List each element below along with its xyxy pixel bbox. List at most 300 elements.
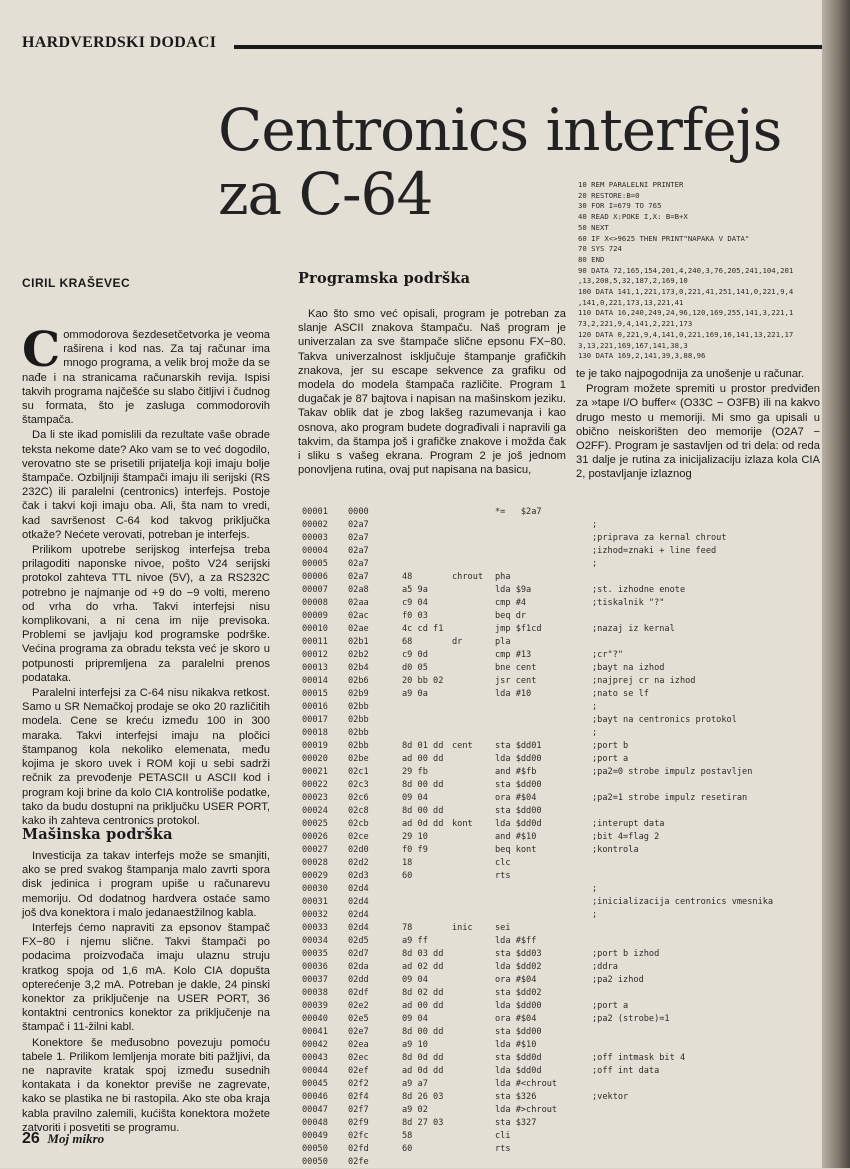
asm-opcode-bytes: ad 0d dd — [402, 819, 444, 829]
asm-address: 02ea — [348, 1040, 369, 1050]
asm-line-number: 00011 — [302, 637, 328, 647]
basic-line: 3,13,221,169,167,141,38,3 — [578, 340, 688, 350]
asm-line-number: 00045 — [302, 1079, 328, 1089]
asm-address: 02fc — [348, 1131, 369, 1141]
asm-instruction: jsr cent — [495, 676, 537, 686]
asm-opcode-bytes: 09 04 — [402, 1014, 428, 1024]
asm-address: 02dd — [348, 975, 369, 985]
asm-row — [302, 688, 822, 701]
asm-comment: ;port b izhod — [592, 949, 660, 959]
asm-address: 02a7 — [348, 572, 369, 582]
body-paragraph: Investicija za takav interfejs može se smanjiti, ako se pred svakog štampanja malo zavrti spora disk jedinica i program upiše u računarevu memoriju. Od dodatnog hardvera ostaće samo još dva konektora i malo jedanaestžilnog kabla. — [22, 850, 270, 919]
asm-opcode-bytes: 8d 0d dd — [402, 1053, 444, 1063]
asm-line-number: 00001 — [302, 507, 328, 517]
section-header — [22, 34, 822, 56]
asm-row — [302, 558, 822, 571]
asm-row — [302, 779, 822, 792]
asm-row — [302, 1026, 822, 1039]
asm-instruction: beq kont — [495, 845, 537, 855]
asm-row — [302, 727, 822, 740]
asm-line-number: 00007 — [302, 585, 328, 595]
asm-row — [302, 831, 822, 844]
basic-line: 60 IF X<>9625 THEN PRINT"NAPAKA V DATA" — [578, 233, 750, 243]
asm-line-number: 00037 — [302, 975, 328, 985]
asm-comment: ;cr"?" — [592, 650, 624, 660]
asm-instruction: lda $dd00 — [495, 754, 542, 764]
asm-row — [302, 857, 822, 870]
asm-comment: ;kontrola — [592, 845, 639, 855]
section-label: HARDVERDSKI DODACI — [22, 34, 220, 52]
basic-line: 20 RESTORE:B=0 — [578, 190, 640, 200]
asm-line-number: 00031 — [302, 897, 328, 907]
asm-instruction: ora #$04 — [495, 975, 537, 985]
asm-opcode-bytes: ad 0d dd — [402, 1066, 444, 1076]
asm-line-number: 00005 — [302, 559, 328, 569]
asm-instruction: sta $dd00 — [495, 780, 542, 790]
assembly-program-listing — [302, 506, 822, 1167]
asm-line-number: 00046 — [302, 1092, 328, 1102]
asm-address: 02ac — [348, 611, 369, 621]
asm-address: 02d4 — [348, 923, 369, 933]
asm-line-number: 00030 — [302, 884, 328, 894]
asm-line-number: 00027 — [302, 845, 328, 855]
asm-instruction: rts — [495, 871, 511, 881]
asm-comment: ;ddra — [592, 962, 618, 972]
asm-instruction: and #$10 — [495, 832, 537, 842]
asm-address: 02b6 — [348, 676, 369, 686]
asm-opcode-bytes: 48 — [402, 572, 413, 582]
asm-line-number: 00004 — [302, 546, 328, 556]
asm-comment: ;port a — [592, 754, 629, 764]
asm-address: 02c8 — [348, 806, 369, 816]
asm-comment: ;off intmask bit 4 — [592, 1053, 686, 1063]
subhead-hardware: Mašinska podrška — [22, 826, 173, 843]
asm-row — [302, 1104, 822, 1117]
asm-row — [302, 636, 822, 649]
asm-line-number: 00048 — [302, 1118, 328, 1128]
asm-instruction: bne cent — [495, 663, 537, 673]
asm-line-number: 00015 — [302, 689, 328, 699]
asm-line-number: 00006 — [302, 572, 328, 582]
asm-label: chrout — [452, 572, 484, 582]
asm-line-number: 00050 — [302, 1157, 328, 1167]
asm-line-number: 00020 — [302, 754, 328, 764]
asm-line-number: 00032 — [302, 910, 328, 920]
basic-line: ,141,0,221,173,13,221,41 — [578, 297, 684, 307]
basic-line: 70 SYS 724 — [578, 244, 622, 254]
asm-opcode-bytes: 60 — [402, 1144, 413, 1154]
section-rule — [234, 45, 822, 49]
asm-line-number: 00024 — [302, 806, 328, 816]
asm-line-number: 00047 — [302, 1105, 328, 1115]
asm-instruction: lda $dd00 — [495, 1001, 542, 1011]
asm-opcode-bytes: a5 9a — [402, 585, 428, 595]
asm-row — [302, 545, 822, 558]
asm-comment: ; — [592, 702, 598, 712]
asm-line-number: 00021 — [302, 767, 328, 777]
asm-address: 02be — [348, 754, 369, 764]
asm-address: 02cb — [348, 819, 369, 829]
asm-address: 02f4 — [348, 1092, 369, 1102]
asm-address: 02ce — [348, 832, 369, 842]
asm-row — [302, 1013, 822, 1026]
asm-address: 02d0 — [348, 845, 369, 855]
asm-address: 02aa — [348, 598, 369, 608]
asm-row — [302, 597, 822, 610]
asm-instruction: lda #<chrout — [495, 1079, 558, 1089]
asm-row — [302, 1156, 822, 1169]
asm-line-number: 00026 — [302, 832, 328, 842]
asm-row — [302, 1117, 822, 1130]
asm-line-number: 00023 — [302, 793, 328, 803]
asm-comment: ;priprava za kernal chrout — [592, 533, 727, 543]
asm-line-number: 00025 — [302, 819, 328, 829]
asm-opcode-bytes: ad 00 dd — [402, 754, 444, 764]
asm-address: 02e7 — [348, 1027, 369, 1037]
asm-address: 02f7 — [348, 1105, 369, 1115]
asm-opcode-bytes: c9 04 — [402, 598, 428, 608]
asm-address: 02b9 — [348, 689, 369, 699]
asm-comment: ; — [592, 520, 598, 530]
asm-comment: ;inicializacija centronics vmesnika — [592, 897, 774, 907]
asm-line-number: 00003 — [302, 533, 328, 543]
asm-row — [302, 974, 822, 987]
subhead-software: Programska podrška — [298, 270, 471, 287]
asm-address: 0000 — [348, 507, 369, 517]
drop-cap: C — [22, 322, 61, 378]
asm-comment: ;st. izhodne enote — [592, 585, 686, 595]
asm-address: 02a7 — [348, 520, 369, 530]
body-paragraph: Da li ste ikad pomislili da rezultate vaše obrade teksta nekome date? Ako vam se to već dogodilo, verovatno ste se prisetili prijatelja koji imaju bolje štampače. Ozbiljniji štampači imaju ili serijski (RS 232C) ili paralelni (centronics) interfejs. Postoje čak i takvi koji imaju oba. Ali, šta nam to vredi, kad savršenost C-64 kod takvog priključka otkaže? Nećete verovati, potreban je interfejs. — [22, 429, 270, 541]
asm-line-number: 00033 — [302, 923, 328, 933]
asm-address: 02a7 — [348, 533, 369, 543]
asm-address: 02ef — [348, 1066, 369, 1076]
hardware-column — [22, 849, 270, 1136]
asm-instruction: sta $327 — [495, 1118, 537, 1128]
asm-row — [302, 1039, 822, 1052]
asm-label: dr — [452, 637, 463, 647]
asm-line-number: 00014 — [302, 676, 328, 686]
asm-address: 02b2 — [348, 650, 369, 660]
asm-line-number: 00035 — [302, 949, 328, 959]
asm-opcode-bytes: a9 02 — [402, 1105, 428, 1115]
asm-opcode-bytes: 68 — [402, 637, 413, 647]
asm-comment: ;nato se lf — [592, 689, 649, 699]
asm-row — [302, 714, 822, 727]
asm-row — [302, 584, 822, 597]
basic-line: 120 DATA 0,221,9,4,141,0,221,169,16,141,13,221,17 — [578, 329, 794, 339]
left-column — [22, 322, 270, 829]
asm-opcode-bytes: ad 02 dd — [402, 962, 444, 972]
asm-comment: ;port a — [592, 1001, 629, 1011]
title-line-1: Centronics interfejs — [218, 96, 782, 164]
asm-instruction: *= $2a7 — [495, 507, 542, 517]
asm-comment: ;bit 4=flag 2 — [592, 832, 660, 842]
basic-program-listing — [578, 180, 822, 362]
asm-line-number: 00043 — [302, 1053, 328, 1063]
asm-address: 02f9 — [348, 1118, 369, 1128]
author-byline: CIRIL KRAŠEVEC — [22, 276, 131, 290]
asm-opcode-bytes: 58 — [402, 1131, 413, 1141]
asm-opcode-bytes: 8d 03 dd — [402, 949, 444, 959]
asm-row — [302, 1078, 822, 1091]
asm-opcode-bytes: f0 03 — [402, 611, 428, 621]
asm-row — [302, 922, 822, 935]
asm-opcode-bytes: a9 10 — [402, 1040, 428, 1050]
asm-line-number: 00042 — [302, 1040, 328, 1050]
asm-address: 02fe — [348, 1157, 369, 1167]
asm-instruction: rts — [495, 1144, 511, 1154]
asm-instruction: pha — [495, 572, 511, 582]
asm-line-number: 00022 — [302, 780, 328, 790]
asm-instruction: sta $dd03 — [495, 949, 542, 959]
asm-instruction: sta $dd02 — [495, 988, 542, 998]
asm-address: 02ae — [348, 624, 369, 634]
body-paragraph: te je tako najpogodnija za unošenje u računar. — [576, 368, 805, 380]
asm-row — [302, 935, 822, 948]
asm-instruction: sta $dd00 — [495, 1027, 542, 1037]
asm-instruction: sta $dd0d — [495, 1053, 542, 1063]
asm-opcode-bytes: c9 0d — [402, 650, 428, 660]
asm-opcode-bytes: a9 0a — [402, 689, 428, 699]
body-paragraph: Konektore še međusobno povezuju pomoću tabele 1. Prilikom lemljenja morate biti pažljivi, da ne napravite kratak spoj između susednih kontakata i da konektor previše ne zagrevate, kako se plastika ne bi rastopila. Ako ste oba kraja kabla pravilno zalemili, kućišta konektora možete zatvoriti i posvetiti se programu. — [22, 1036, 270, 1134]
asm-line-number: 00018 — [302, 728, 328, 738]
basic-line: 73,2,221,9,4,141,2,221,173 — [578, 319, 693, 329]
body-paragraph: Kao što smo već opisali, program je potreban za slanje ASCII znakova štampaču. Naš program je univerzalan za sve štampače slične epsonu FX−80. Takva univerzalnost isključuje štampanje grafičkih znakova, jer su escape sekvence za grafiku od modela do modela štampača različite. Program 1 dugačak je 87 bajtova i napisan na mašinskom jeziku. Takav oblik dat je zbog lakšeg razumevanja i kao osnova, ako program budete dograđivali i napravili ga takvim, da štampa još i grafičke znakove i možda čak i sliku s vašeg ekrana. Program 2 je još jednom ponovljena rutina, ovaj put napisana na basicu, — [298, 308, 566, 477]
asm-instruction: beq dr — [495, 611, 527, 621]
asm-label: cent — [452, 741, 473, 751]
magazine-name: Moj mikro — [47, 1131, 105, 1146]
asm-line-number: 00050 — [302, 1144, 328, 1154]
asm-opcode-bytes: 8d 01 dd — [402, 741, 444, 751]
asm-comment: ;vektor — [592, 1092, 629, 1102]
asm-row — [302, 896, 822, 909]
asm-row — [302, 961, 822, 974]
asm-opcode-bytes: 78 — [402, 923, 413, 933]
asm-opcode-bytes: 8d 26 03 — [402, 1092, 444, 1102]
asm-line-number: 00012 — [302, 650, 328, 660]
asm-opcode-bytes: 8d 00 dd — [402, 1027, 444, 1037]
asm-row — [302, 753, 822, 766]
asm-opcode-bytes: a9 ff — [402, 936, 428, 946]
asm-address: 02d3 — [348, 871, 369, 881]
asm-row — [302, 1091, 822, 1104]
asm-row — [302, 844, 822, 857]
basic-line: 90 DATA 72,165,154,201,4,240,3,76,205,241,104,201 — [578, 265, 794, 275]
asm-instruction: sta $326 — [495, 1092, 537, 1102]
asm-line-number: 00009 — [302, 611, 328, 621]
asm-instruction: lda $dd0d — [495, 1066, 542, 1076]
asm-comment: ; — [592, 559, 598, 569]
asm-opcode-bytes: 09 04 — [402, 793, 428, 803]
asm-address: 02e2 — [348, 1001, 369, 1011]
basic-line: 130 DATA 169,2,141,39,3,88,96 — [578, 351, 706, 361]
asm-comment: ;najprej cr na izhod — [592, 676, 696, 686]
book-gutter-shadow — [822, 0, 850, 1168]
asm-row — [302, 948, 822, 961]
asm-instruction: clc — [495, 858, 511, 868]
asm-instruction: cmp #13 — [495, 650, 532, 660]
asm-instruction: ora #$04 — [495, 793, 537, 803]
asm-row — [302, 610, 822, 623]
asm-line-number: 00019 — [302, 741, 328, 751]
middle-column — [298, 307, 566, 478]
asm-row — [302, 883, 822, 896]
asm-opcode-bytes: 09 04 — [402, 975, 428, 985]
right-column — [576, 367, 820, 483]
asm-address: 02bb — [348, 741, 369, 751]
asm-instruction: lda #10 — [495, 689, 532, 699]
basic-line: 100 DATA 141,1,221,173,0,221,41,251,141,0,221,9,4 — [578, 287, 794, 297]
asm-address: 02df — [348, 988, 369, 998]
asm-row — [302, 766, 822, 779]
asm-instruction: cmp #4 — [495, 598, 527, 608]
asm-address: 02d7 — [348, 949, 369, 959]
asm-address: 02ec — [348, 1053, 369, 1063]
asm-instruction: lda $9a — [495, 585, 532, 595]
basic-line: 30 FOR I=679 TO 765 — [578, 201, 662, 211]
asm-opcode-bytes: 20 bb 02 — [402, 676, 444, 686]
asm-opcode-bytes: 29 fb — [402, 767, 428, 777]
intro-text: ommodorova šezdesetčetvorka je veoma raširena i kod nas. Za taj računar ima mnogo programa, a velik broj može da se nađe i na stranicama računarskih revija. Ispisi takvih programa najčešće su slabo čitljivi i čudnog su formata, što je zasluga commodorovih štampača. — [22, 329, 270, 427]
asm-comment: ;interupt data — [592, 819, 665, 829]
asm-line-number: 00008 — [302, 598, 328, 608]
asm-instruction: pla — [495, 637, 511, 647]
asm-address: 02a7 — [348, 546, 369, 556]
basic-line: 40 READ X:POKE I,X: B=B+X — [578, 212, 688, 222]
asm-instruction: ora #$04 — [495, 1014, 537, 1024]
asm-comment: ;pa2=1 strobe impulz resetiran — [592, 793, 748, 803]
asm-instruction: and #$fb — [495, 767, 537, 777]
asm-address: 02f2 — [348, 1079, 369, 1089]
asm-comment: ;bayt na centronics protokol — [592, 715, 737, 725]
asm-row — [302, 870, 822, 883]
asm-address: 02a8 — [348, 585, 369, 595]
body-paragraph: Paralelni interfejsi za C-64 nisu nikakva retkost. Samo u SR Nemačkoj prodaje se oko 20 različitih modela. Cene se kreću između 100 in 300 maraka. Takvi interfejsi imaju na pločici štampanog kola nekoliko elemenata, među kojima je skoro uvek i ROM koji u sebi sadrži rečnik za prevođenje PETASCII u ASCII kod i program koji brine da kolo CIA kontroliše podatke, tako da budu dostupni na priključku USER PORT, kako ih zahteva centronics protokol. — [22, 687, 270, 827]
asm-instruction: lda #$10 — [495, 1040, 537, 1050]
asm-row — [302, 649, 822, 662]
asm-opcode-bytes: d0 05 — [402, 663, 428, 673]
asm-address: 02a7 — [348, 559, 369, 569]
asm-row — [302, 571, 822, 584]
asm-label: inic — [452, 923, 473, 933]
asm-line-number: 00041 — [302, 1027, 328, 1037]
asm-line-number: 00029 — [302, 871, 328, 881]
asm-address: 02c6 — [348, 793, 369, 803]
asm-address: 02d4 — [348, 910, 369, 920]
asm-instruction: lda #$ff — [495, 936, 537, 946]
asm-line-number: 00040 — [302, 1014, 328, 1024]
asm-row — [302, 1130, 822, 1143]
asm-row — [302, 818, 822, 831]
asm-address: 02d4 — [348, 884, 369, 894]
asm-comment: ;nazaj iz kernal — [592, 624, 675, 634]
asm-comment: ;pa2 izhod — [592, 975, 644, 985]
asm-row — [302, 987, 822, 1000]
asm-address: 02b1 — [348, 637, 369, 647]
body-paragraph: Interfejs ćemo napraviti za epsonov štampač FX−80 i njemu slične. Takvi štampači po podacima proizvođača imaju ulaznu struju kratkog spoja od 1,6 mA. Kolo CIA dopušta opterećenje 3,2 mA. Potreban je dakle, 24 pinski konektor za priključenje na USER PORT, 36 kontaktni centronics konektor za priključenje na štampač i 11-žilni kabl. — [22, 922, 270, 1034]
asm-address: 02d4 — [348, 897, 369, 907]
asm-address: 02e5 — [348, 1014, 369, 1024]
asm-comment: ;izhod=znaki + line feed — [592, 546, 717, 556]
asm-row — [302, 909, 822, 922]
asm-instruction: cli — [495, 1131, 511, 1141]
asm-line-number: 00039 — [302, 1001, 328, 1011]
asm-line-number: 00034 — [302, 936, 328, 946]
asm-row — [302, 506, 822, 519]
asm-opcode-bytes: 8d 02 dd — [402, 988, 444, 998]
asm-row — [302, 1000, 822, 1013]
asm-address: 02da — [348, 962, 369, 972]
asm-comment: ;port b — [592, 741, 629, 751]
asm-instruction: jmp $f1cd — [495, 624, 542, 634]
asm-address: 02bb — [348, 728, 369, 738]
asm-opcode-bytes: 4c cd f1 — [402, 624, 444, 634]
asm-instruction: sei — [495, 923, 511, 933]
asm-opcode-bytes: 8d 27 03 — [402, 1118, 444, 1128]
asm-address: 02c1 — [348, 767, 369, 777]
asm-address: 02d5 — [348, 936, 369, 946]
page-number: 26 — [22, 1130, 40, 1147]
asm-row — [302, 519, 822, 532]
basic-line: 110 DATA 16,240,249,24,96,120,169,255,141,3,221,1 — [578, 308, 794, 318]
asm-row — [302, 1052, 822, 1065]
basic-line: 80 END — [578, 254, 605, 264]
asm-line-number: 00017 — [302, 715, 328, 725]
asm-opcode-bytes: a9 a7 — [402, 1079, 428, 1089]
basic-line: ,13,208,5,32,187,2,169,10 — [578, 276, 688, 286]
asm-label: kont — [452, 819, 473, 829]
asm-instruction: sta $dd00 — [495, 806, 542, 816]
asm-row — [302, 623, 822, 636]
asm-comment: ;bayt na izhod — [592, 663, 665, 673]
asm-comment: ;tiskalnik "?" — [592, 598, 665, 608]
asm-row — [302, 740, 822, 753]
asm-address: 02bb — [348, 715, 369, 725]
asm-instruction: lda $dd02 — [495, 962, 542, 972]
asm-comment: ;pa2=0 strobe impulz postavljen — [592, 767, 753, 777]
asm-opcode-bytes: 8d 00 dd — [402, 806, 444, 816]
asm-opcode-bytes: ad 00 dd — [402, 1001, 444, 1011]
asm-address: 02b4 — [348, 663, 369, 673]
asm-line-number: 00049 — [302, 1131, 328, 1141]
asm-instruction: lda #>chrout — [495, 1105, 558, 1115]
asm-instruction: lda $dd0d — [495, 819, 542, 829]
asm-row — [302, 701, 822, 714]
asm-line-number: 00044 — [302, 1066, 328, 1076]
asm-comment: ; — [592, 728, 598, 738]
body-paragraph: Prilikom upotrebe serijskog interfejsa treba prilagoditi naponske nivoe, pošto V24 serijski protokol zahteva TTL nivoe (5V), a za RS232C potrebno je najmanje od +9 do −9 volti, mereno od vrha do vrha. Takvi interfejsi nisu komplikovani, a ni cena im nije previsoka. Problemi se javljaju kod programske podrške. Većina programa za obradu teksta već je skoro u potpunosti pripremljena za paralelni prenos podataka. — [22, 544, 270, 684]
basic-line: 10 REM PARALELNI PRINTER — [578, 180, 684, 189]
title-line-2: za C-64 — [218, 160, 433, 228]
asm-row — [302, 805, 822, 818]
asm-opcode-bytes: 29 10 — [402, 832, 428, 842]
asm-comment: ; — [592, 884, 598, 894]
asm-line-number: 00013 — [302, 663, 328, 673]
asm-line-number: 00010 — [302, 624, 328, 634]
asm-line-number: 00036 — [302, 962, 328, 972]
asm-opcode-bytes: 8d 00 dd — [402, 780, 444, 790]
intro-paragraph — [22, 322, 270, 427]
asm-line-number: 00002 — [302, 520, 328, 530]
page-footer — [22, 1130, 104, 1148]
asm-address: 02bb — [348, 702, 369, 712]
asm-line-number: 00016 — [302, 702, 328, 712]
asm-row — [302, 675, 822, 688]
asm-line-number: 00028 — [302, 858, 328, 868]
asm-row — [302, 1143, 822, 1156]
asm-address: 02fd — [348, 1144, 369, 1154]
